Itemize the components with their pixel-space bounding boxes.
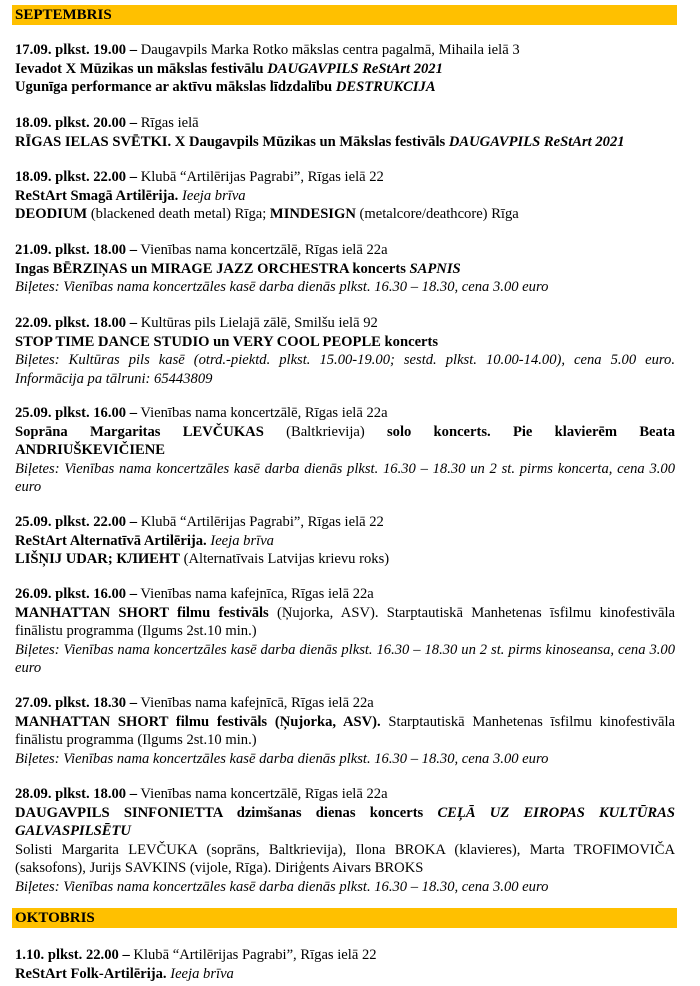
event-venue: Klubā “Artilērijas Pagrabi”, Rīgas ielā 22 (137, 514, 384, 530)
event-title (15, 423, 675, 460)
band-genre: (blackened death metal) Rīga; (87, 206, 270, 222)
band-genre: (Alternatīvais Latvijas krievu roks) (180, 551, 390, 567)
event-admission: Ieeja brīva (170, 965, 234, 982)
tickets-info: Biļetes: Kultūras pils kasē (otrd.-piektd. plkst. 15.00-19.00; sestd. plkst. 10.00-14.00), cena 5.00 euro. Informācija pa tālruni: 65443809 (15, 352, 675, 387)
event-subtitle-emph: DESTRUKCIJA (335, 79, 436, 95)
event-time-place (15, 785, 675, 804)
event-venue: Vienības nama kafejnīca, Rīgas ielā 22a (137, 586, 374, 602)
event-title (15, 187, 675, 206)
event-tickets (15, 878, 675, 897)
performers-text: Solisti Margarita LEVČUKA (soprāns, Baltkrievija), Ilona BROKA (klavieres), Marta TROFIMOVIČA (saksofons), Jurijs SAVKINS (vijole, Rīga). Diriģents Aivars BROKS (15, 841, 675, 876)
event-title-text: STOP TIME DANCE STUDIO un VERY COOL PEOPLE koncerts (15, 333, 439, 350)
event-title (15, 713, 675, 750)
event-title (15, 532, 675, 551)
event-admission: Ieeja brīva (181, 187, 246, 204)
event-venue: Vienības nama koncertzālē, Rīgas ielā 22a (137, 786, 388, 802)
event-title-text: ReStArt Folk-Artilērija. (15, 965, 171, 982)
event-entry (15, 785, 675, 896)
event-title (15, 133, 675, 152)
band-name: LIŠŅIJ UDAR; КЛИЕНТ (15, 551, 180, 567)
event-subtitle-text: Ugunīga performance ar aktīvu mākslas līdzdalību (15, 79, 336, 95)
event-entry (15, 694, 675, 768)
event-admission: Ieeja brīva (210, 532, 274, 549)
event-datetime: 17.09. plkst. 19.00 – (15, 42, 138, 58)
event-title-text: Ievadot X Mūzikas un mākslas festivālu (15, 60, 268, 77)
event-venue: Rīgas ielā (137, 115, 199, 131)
event-title (15, 804, 675, 841)
event-title (15, 260, 675, 279)
event-country: (Baltkrievija) (263, 423, 387, 440)
event-tickets (15, 750, 675, 769)
event-datetime: 28.09. plkst. 18.00 – (15, 786, 138, 802)
tickets-info: Biļetes: Vienības nama koncertzāles kasē darba dienās plkst. 16.30 – 18.30, cena 3.00 euro (15, 878, 549, 895)
event-datetime: 26.09. plkst. 16.00 – (15, 586, 138, 602)
event-tickets (15, 278, 675, 297)
event-title-text: Ingas BĒRZIŅAS un MIRAGE JAZZ ORCHESTRA koncerts (15, 260, 410, 277)
tickets-info: Biļetes: Vienības nama koncertzāles kasē darba dienās plkst. 16.30 – 18.30 un 2 st. pirms koncerta, cena 3.00 euro (15, 460, 675, 495)
event-title (15, 604, 675, 641)
event-title-emph: SAPNIS (409, 260, 461, 277)
event-time-place (15, 241, 675, 260)
event-entry (15, 513, 675, 569)
event-title-emph: CEĻĀ UZ EIROPAS KULTŪRAS GALVASPILSĒTU (15, 804, 675, 839)
tickets-info: Biļetes: Vienības nama koncertzāles kasē darba dienās plkst. 16.30 – 18.30 un 2 st. pirms kinoseansa, cena 3.00 euro (15, 641, 675, 676)
event-venue: Klubā “Artilērijas Pagrabi”, Rīgas ielā 22 (129, 947, 377, 963)
band-name: MINDESIGN (269, 206, 356, 222)
event-time-place (15, 404, 675, 423)
event-time-place (15, 585, 675, 604)
event-title-text: DAUGAVPILS SINFONIETTA dzimšanas dienas koncerts (15, 804, 438, 821)
event-subtitle (15, 78, 675, 97)
event-title-text: Soprāna Margaritas LEVČUKAS (15, 423, 264, 440)
event-description: (Ņujorka, ASV). Starptautiskā Manhetenas īsfilmu kinofestivāla finālistu programma (Ilgums 2st.10 min.) (15, 604, 675, 639)
event-time-place (15, 168, 675, 187)
event-title-text: MANHATTAN SHORT filmu festivāls (15, 604, 269, 621)
event-entry (15, 41, 675, 97)
event-datetime: 1.10. plkst. 22.00 – (15, 947, 130, 963)
event-tickets (15, 460, 675, 497)
event-datetime: 18.09. plkst. 20.00 – (15, 115, 138, 131)
event-title-text: ReStArt Alternatīvā Artilērija. (15, 532, 211, 549)
event-performers (15, 841, 675, 878)
event-entry (15, 168, 675, 224)
event-entry (15, 946, 675, 983)
event-venue: Klubā “Artilērijas Pagrabi”, Rīgas ielā 22 (137, 169, 384, 185)
tickets-info: Biļetes: Vienības nama koncertzāles kasē darba dienās plkst. 16.30 – 18.30, cena 3.00 euro (15, 750, 549, 767)
event-datetime: 18.09. plkst. 22.00 – (15, 169, 138, 185)
event-title (15, 965, 675, 984)
event-title-emph: DAUGAVPILS ReStArt 2021 (448, 133, 625, 150)
event-time-place (15, 946, 675, 965)
event-datetime: 21.09. plkst. 18.00 – (15, 242, 138, 258)
event-lineup (15, 550, 675, 569)
event-time-place (15, 41, 675, 60)
event-venue: Vienības nama kafejnīcā, Rīgas ielā 22a (137, 695, 374, 711)
event-title (15, 60, 675, 79)
event-title-text: ReStArt Smagā Artilērija. (15, 187, 182, 204)
event-venue: Daugavpils Marka Rotko mākslas centra pagalmā, Mihaila ielā 3 (137, 42, 520, 58)
event-entry (15, 585, 675, 678)
event-time-place (15, 314, 675, 333)
event-title-text: solo koncerts. Pie klavierēm Beata ANDRIUŠKEVIČIENE (15, 423, 675, 458)
event-datetime: 25.09. plkst. 16.00 – (15, 405, 138, 421)
event-title-text: RĪGAS IELAS SVĒTKI. X Daugavpils Mūzikas un Mākslas festivāls (15, 133, 449, 150)
month-header-september: SEPTEMBRIS (12, 5, 677, 25)
event-tickets (15, 351, 675, 388)
event-venue: Kultūras pils Lielajā zālē, Smilšu ielā 92 (137, 315, 378, 331)
band-genre: (metalcore/deathcore) Rīga (355, 206, 519, 222)
event-time-place (15, 694, 675, 713)
event-tickets (15, 641, 675, 678)
event-title (15, 333, 675, 352)
event-description: Starptautiskā Manhetenas īsfilmu kinofestivāla finālistu programma (Ilgums 2st.10 min.) (15, 713, 675, 748)
event-entry (15, 314, 675, 388)
event-datetime: 27.09. plkst. 18.30 – (15, 695, 138, 711)
event-entry (15, 404, 675, 497)
event-time-place (15, 114, 675, 133)
event-title-text: MANHATTAN SHORT filmu festivāls (Ņujorka, ASV). (15, 713, 381, 730)
band-name: DEODIUM (15, 206, 88, 222)
event-title-emph: DAUGAVPILS ReStArt 2021 (267, 60, 443, 77)
event-venue: Vienības nama koncertzālē, Rīgas ielā 22a (137, 405, 388, 421)
event-venue: Vienības nama koncertzālē, Rīgas ielā 22a (137, 242, 388, 258)
event-entry (15, 241, 675, 297)
event-datetime: 25.09. plkst. 22.00 – (15, 514, 138, 530)
tickets-info: Biļetes: Vienības nama koncertzāles kasē darba dienās plkst. 16.30 – 18.30, cena 3.00 euro (15, 279, 549, 295)
event-time-place (15, 513, 675, 532)
event-entry (15, 114, 675, 151)
event-datetime: 22.09. plkst. 18.00 – (15, 315, 138, 331)
event-lineup (15, 205, 675, 224)
month-header-october: OKTOBRIS (12, 908, 677, 928)
